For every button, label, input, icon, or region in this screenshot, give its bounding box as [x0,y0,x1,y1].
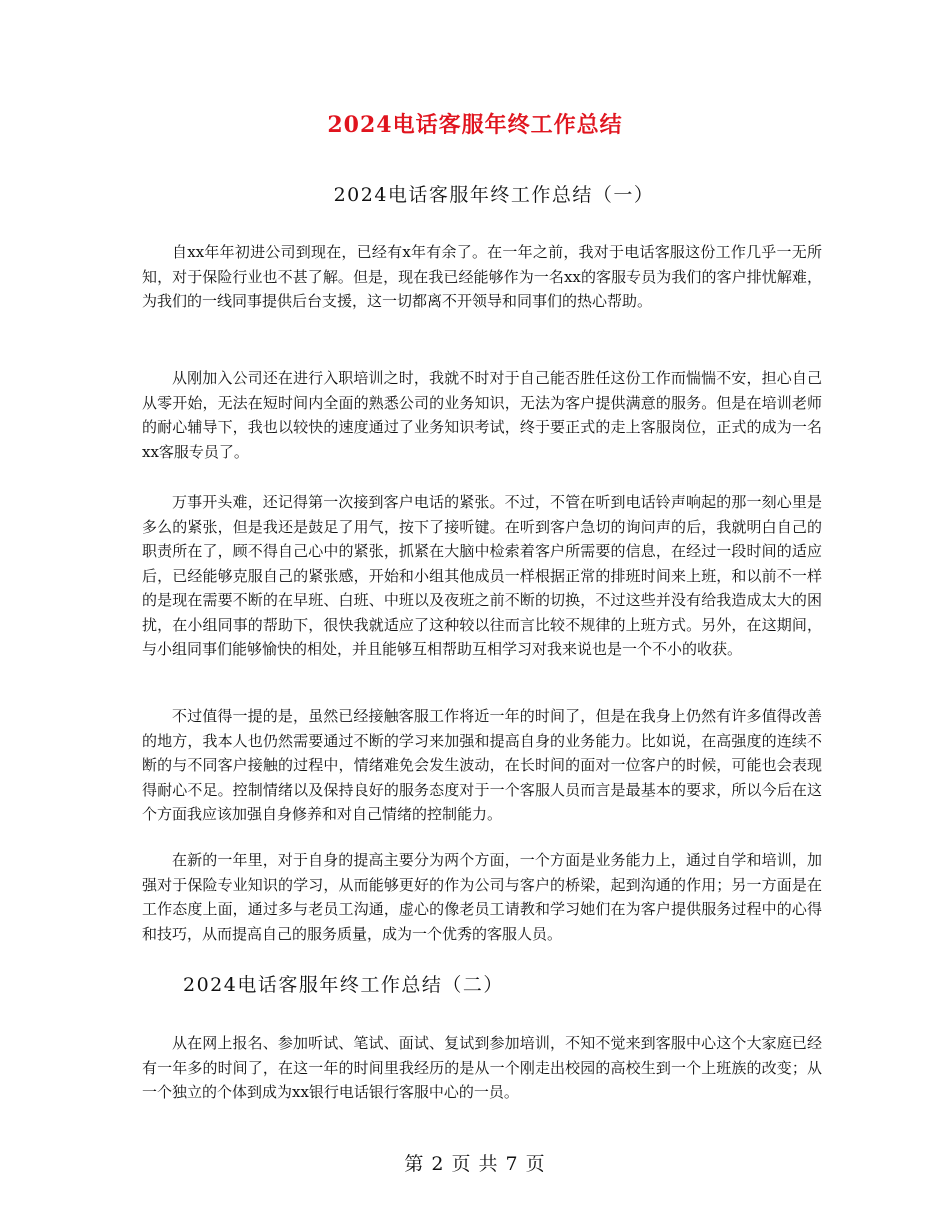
section-heading-2: 2024电话客服年终工作总结（二） [183,974,504,996]
paragraph-1: 自xx年年初进公司到现在，已经有x年有余了。在一年之前，我对于电话客服这份工作几乎一无所知，对于保险行业也不甚了解。但是，现在我已经能够作为一名xx的客服专员为我们的客户排忧解难，为我们的一线同事提供后台支援，这一切都离不开领导和同事们的热心帮助。 [142,243,822,310]
page-footer: 第 2 页 共 7 页 [404,1153,546,1175]
paragraph-2: 从刚加入公司还在进行入职培训之时，我就不时对于自己能否胜任这份工作而惴惴不安，担心自己从零开始，无法在短时间内全面的熟悉公司的业务知识，无法为客户提供满意的服务。但是在培训老师的耐心辅导下，我也以较快的速度通过了业务知识考试，终于要正式的走上客服岗位，正式的成为一名xx客服专员了。 [142,369,822,461]
paragraph-3: 万事开头难，还记得第一次接到客户电话的紧张。不过，不管在听到电话铃声响起的那一刻心里是多么的紧张，但是我还是鼓足了用气，按下了接听键。在听到客户急切的询问声的后，我就明白自己的职责所在了，顾不得自己心中的紧张，抓紧在大脑中检索着客户所需要的信息，在经过一段时间的适应后，已经能够克服自己的紧张感，开始和小组其他成员一样根据正常的排班时间来上班，和以前不一样的是现在需要不断的在早班、白班、中班以及夜班之前不断的切换，不过这些并没有给我造成太大的困扰，在小组同事的帮助下，很快我就适应了这种较以往而言比较不规律的上班方式。另外，在这期间，与小组同事们能够愉快的相处，并且能够互相帮助互相学习对我来说也是一个不小的收获。 [142,493,822,658]
document-title: 2024电话客服年终工作总结 [327,112,623,138]
section-heading-1: 2024电话客服年终工作总结（一） [333,184,655,206]
paragraph-6: 从在网上报名、参加听试、笔试、面试、复试到参加培训，不知不觉来到客服中心这个大家庭已经有一年多的时间了，在这一年的时间里我经历的是从一个刚走出校园的高校生到一个上班族的改变；从一个独立的个体到成为xx银行电话银行客服中心的一员。 [142,1034,822,1101]
paragraph-5: 在新的一年里，对于自身的提高主要分为两个方面，一个方面是业务能力上，通过自学和培训，加强对于保险专业知识的学习，从而能够更好的作为公司与客户的桥梁，起到沟通的作用；另一方面是在工作态度上面，通过多与老员工沟通，虚心的像老员工请教和学习她们在为客户提供服务过程中的心得和技巧，从而提高自己的服务质量，成为一个优秀的客服人员。 [142,851,822,943]
paragraph-4: 不过值得一提的是，虽然已经接触客服工作将近一年的时间了，但是在我身上仍然有许多值得改善的地方，我本人也仍然需要通过不断的学习来加强和提高自身的业务能力。比如说，在高强度的连续不断的与不同客户接触的过程中，情绪难免会发生波动，在长时间的面对一位客户的时候，可能也会表现得耐心不足。控制情绪以及保持良好的服务态度对于一个客服人员而言是最基本的要求，所以今后在这个方面我应该加强自身修养和对自己情绪的控制能力。 [142,707,822,823]
